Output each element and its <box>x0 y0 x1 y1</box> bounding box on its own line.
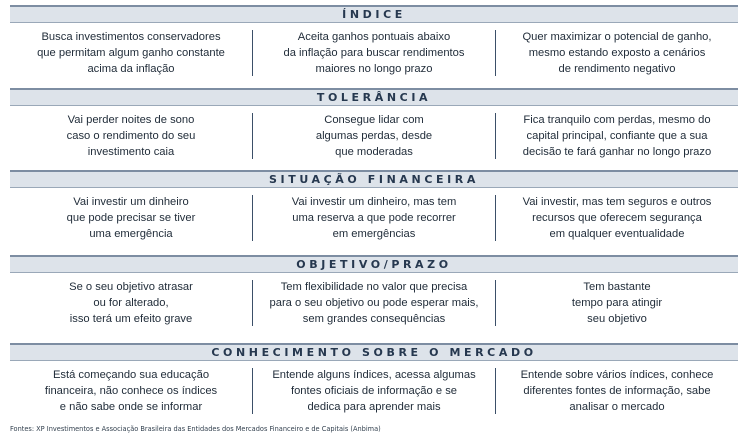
section-tolerancia <box>10 88 738 166</box>
section-indice <box>10 5 738 83</box>
section-title: SITUAÇÃO FINANCEIRA <box>269 173 479 186</box>
section-header <box>10 170 738 188</box>
section-header <box>10 5 738 23</box>
section-conhecimento-mercado <box>10 343 738 421</box>
cell-conservative: Vai investir um dinheiro que pode precisar se tiver uma emergência <box>66 196 196 240</box>
cell-moderate: Vai investir um dinheiro, mas tem uma reserva a que pode recorrer em emergências <box>291 196 457 240</box>
section-row <box>10 273 738 333</box>
cell-conservative: Busca investimentos conservadores que permitam algum ganho constante acima da inflação <box>37 31 225 75</box>
cell-aggressive: Fica tranquilo com perdas, mesmo do capital principal, confiante que a sua decisão te fará ganhar no longo prazo <box>522 114 712 158</box>
section-objetivo-prazo <box>10 255 738 333</box>
section-row <box>10 361 738 421</box>
cell-aggressive: Vai investir, mas tem seguros e outros recursos que oferecem segurança em qualquer eventualidade <box>522 196 712 240</box>
section-situacao-financeira <box>10 170 738 248</box>
cell-moderate: Aceita ganhos pontuais abaixo da inflação para buscar rendimentos maiores no longo prazo <box>283 31 465 75</box>
cell-moderate: Tem flexibilidade no valor que precisa para o seu objetivo ou pode esperar mais, sem grandes consequências <box>269 281 479 325</box>
cell-conservative: Se o seu objetivo atrasar ou for alterado, isso terá um efeito grave <box>69 281 193 325</box>
cell-conservative: Vai perder noites de sono caso o rendimento do seu investimento caia <box>66 114 196 158</box>
section-header <box>10 255 738 273</box>
section-row <box>10 23 738 83</box>
section-row <box>10 188 738 248</box>
section-title: CONHECIMENTO SOBRE O MERCADO <box>211 346 537 359</box>
cell-aggressive: Quer maximizar o potencial de ganho, mesmo estando exposto a cenários de rendimento negativo <box>522 31 712 75</box>
section-title: TOLERÂNCIA <box>316 91 432 104</box>
cell-aggressive: Entende sobre vários índices, conhece diferentes fontes de informação, sabe analisar o mercado <box>520 369 714 413</box>
section-header <box>10 343 738 361</box>
cell-moderate: Entende alguns índices, acessa algumas fontes oficiais de informação e se dedica para aprender mais <box>272 369 476 413</box>
section-row <box>10 106 738 166</box>
section-header <box>10 88 738 106</box>
source-footnote: Fontes: XP Investimentos e Associação Brasileira das Entidades dos Mercados Financeiro e de Capitais (Anbima) <box>10 425 381 433</box>
cell-aggressive: Tem bastante tempo para atingir seu objetivo <box>571 281 663 325</box>
section-title: OBJETIVO/PRAZO <box>296 258 452 271</box>
cell-moderate: Consegue lidar com algumas perdas, desde que moderadas <box>315 114 433 158</box>
section-title: ÍNDICE <box>342 8 406 21</box>
cell-conservative: Está começando sua educação financeira, não conhece os índices e não sabe onde se informar <box>44 369 218 413</box>
